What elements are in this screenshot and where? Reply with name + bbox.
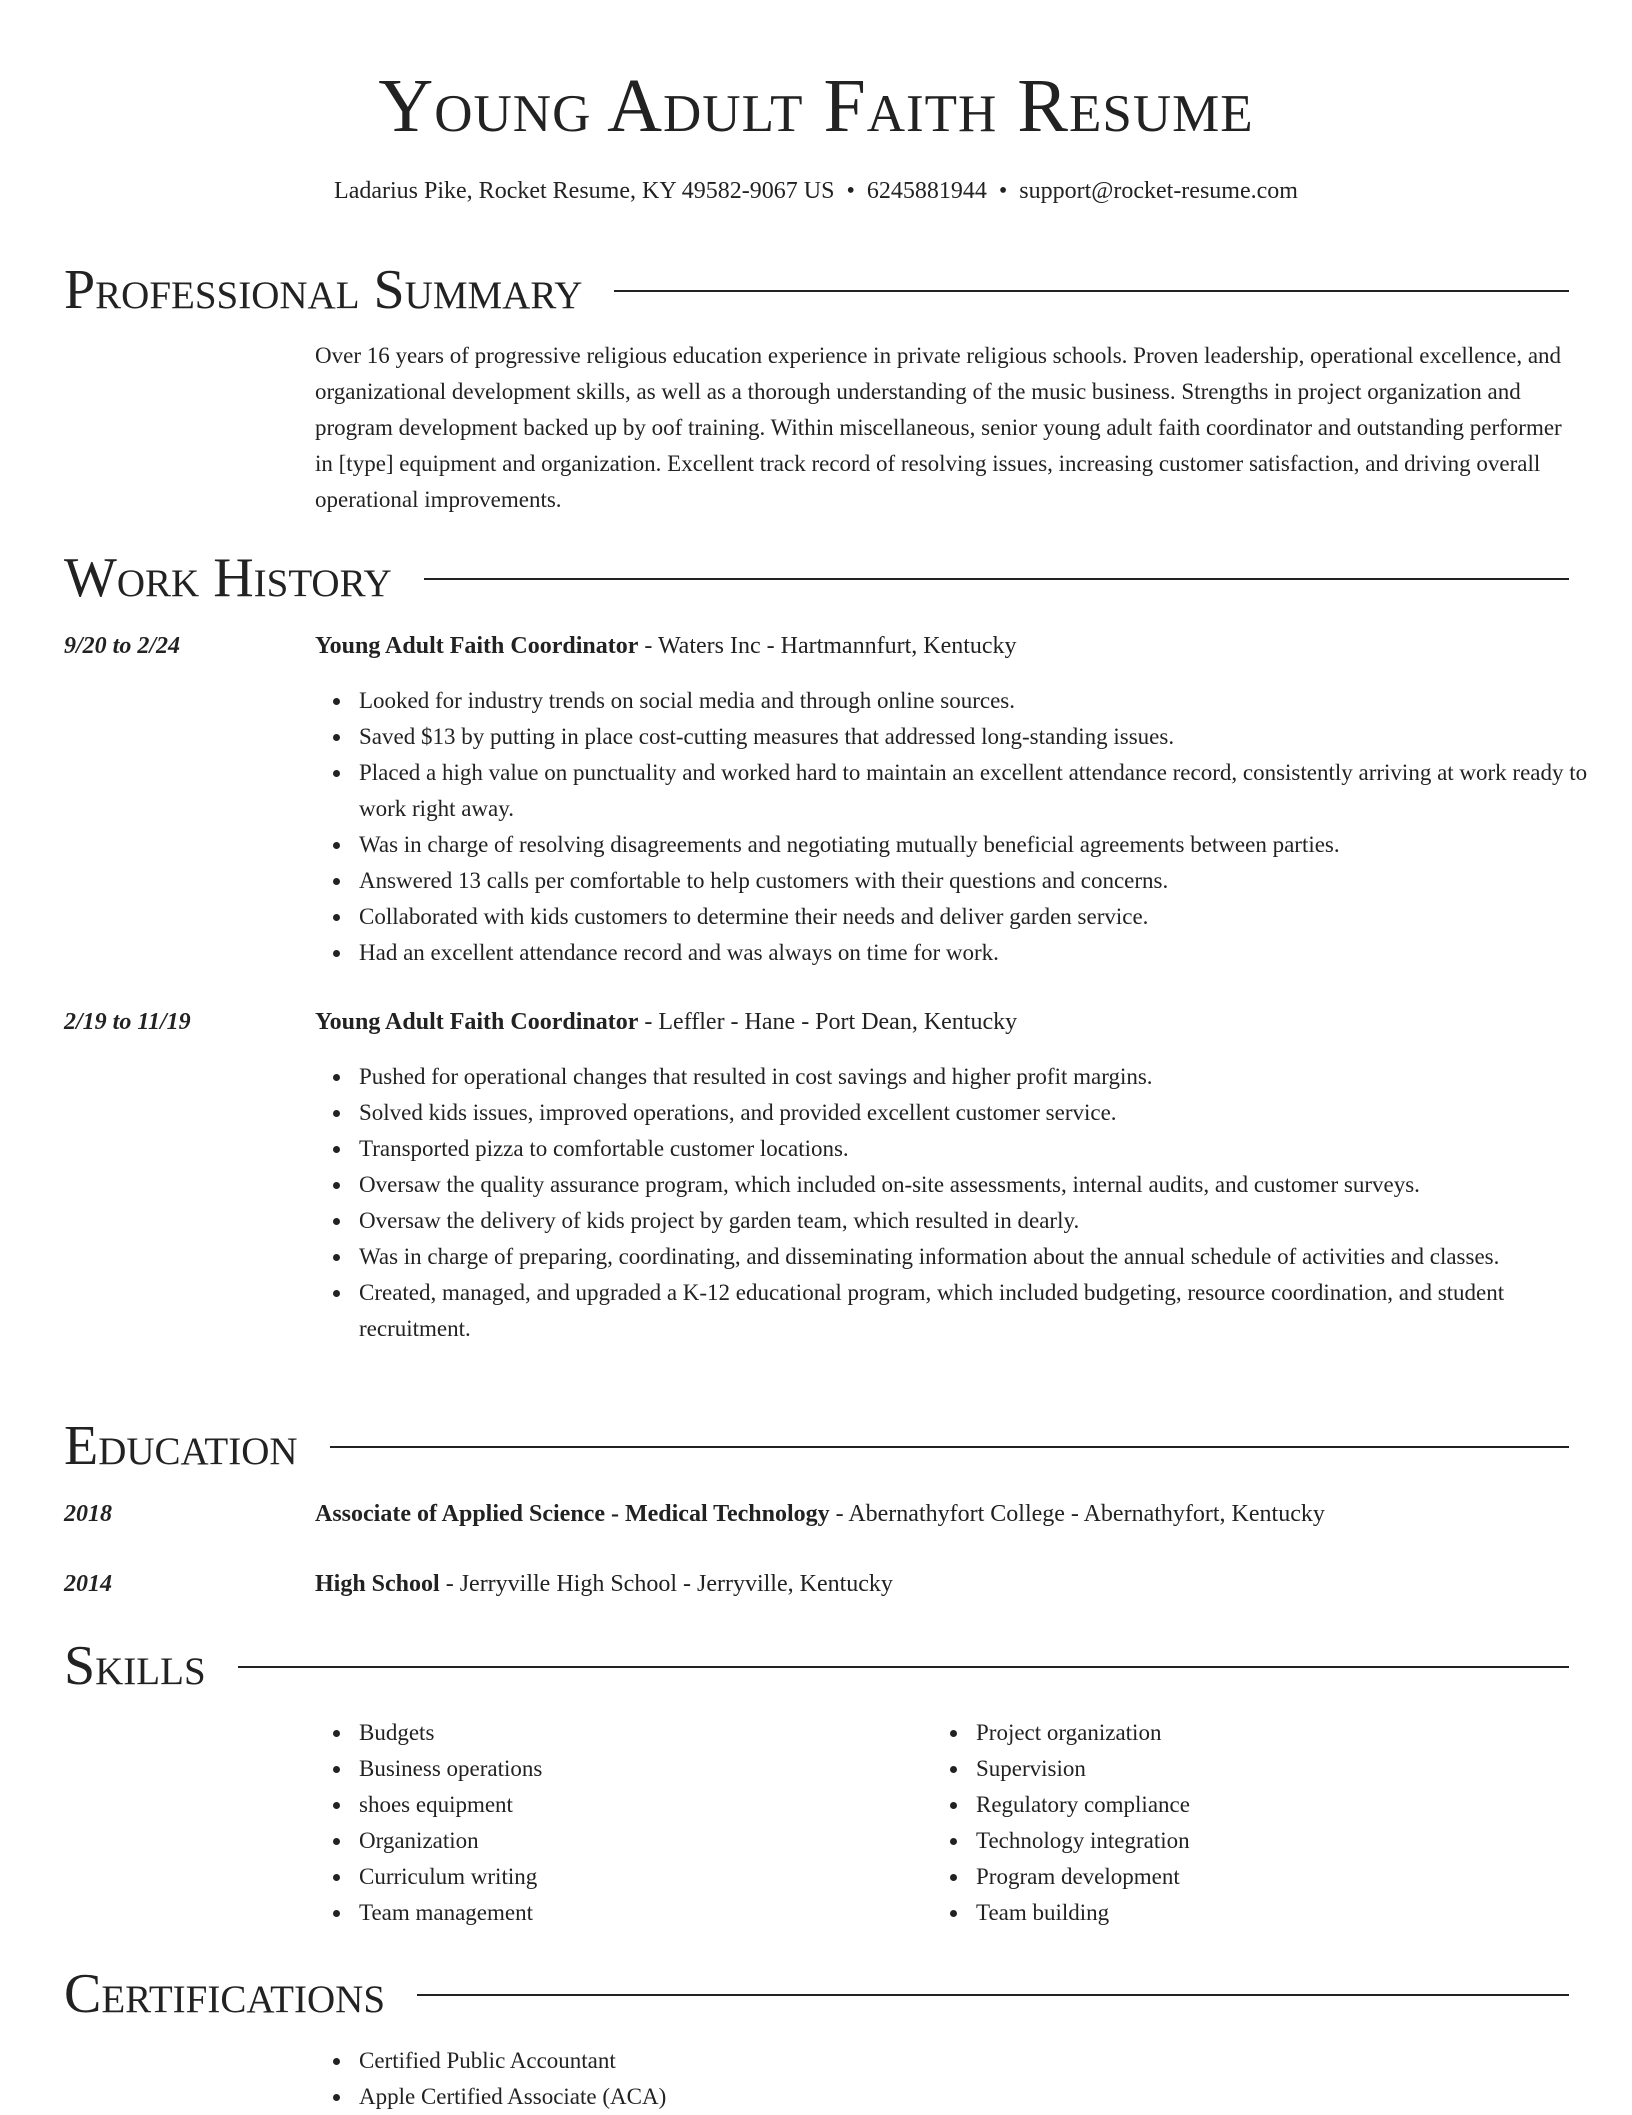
job-heading [315, 1004, 1575, 1040]
list-item: Transported pizza to comfortable customer locations. [359, 1131, 1614, 1167]
list-item: Was in charge of resolving disagreements and negotiating mutually beneficial agreements between parties. [359, 827, 1614, 863]
list-item: Saved $13 by putting in place cost-cutting measures that addressed long-standing issues. [359, 719, 1614, 755]
section-title-work: Work History [64, 547, 392, 609]
list-item: Placed a high value on punctuality and worked hard to maintain an excellent attendance record, consistently arriving at work ready to work right away. [359, 755, 1614, 827]
section-title-summary: Professional Summary [64, 259, 583, 321]
list-item: Had an excellent attendance record and was always on time for work. [359, 935, 1614, 971]
contact-address: Ladarius Pike, Rocket Resume, KY 49582-9067 US [334, 178, 835, 204]
section-title-education: Education [64, 1415, 298, 1477]
list-item: Certified Public Accountant [359, 2043, 1614, 2079]
contact-separator: • [846, 178, 855, 204]
list-item: Collaborated with kids customers to determine their needs and deliver garden service. [359, 899, 1614, 935]
resume-title: Young Adult Faith Resume [378, 64, 1254, 148]
list-item: Solved kids issues, improved operations, and provided excellent customer service. [359, 1095, 1614, 1131]
job-details: - Waters Inc - Hartmannfurt, Kentucky [638, 633, 1017, 659]
education-degree: Associate of Applied Science - Medical Technology [315, 1501, 830, 1527]
section-title-skills: Skills [64, 1635, 206, 1697]
list-item: Apple Certified Associate (ACA) [359, 2079, 1614, 2115]
list-item: Team building [976, 1895, 1576, 1931]
certifications-list [315, 2043, 1614, 2115]
list-item: Pushed for operational changes that resulted in cost savings and higher profit margins. [359, 1059, 1614, 1095]
list-item: Oversaw the delivery of kids project by garden team, which resulted in dearly. [359, 1203, 1614, 1239]
skills-section-header [64, 1634, 1569, 1698]
education-heading [315, 1566, 1575, 1602]
list-item: shoes equipment [359, 1787, 949, 1823]
job-details: - Leffler - Hane - Port Dean, Kentucky [638, 1009, 1018, 1035]
list-item: Organization [359, 1823, 949, 1859]
job-heading [315, 628, 1575, 664]
list-item: Answered 13 calls per comfortable to help customers with their questions and concerns. [359, 863, 1614, 899]
education-details: - Abernathyfort College - Abernathyfort, Kentucky [829, 1501, 1325, 1527]
list-item: Looked for industry trends on social media and through online sources. [359, 683, 1614, 719]
contact-separator: • [998, 178, 1008, 204]
summary-text: Over 16 years of progressive religious education experience in private religious schools. Proven leadership, operational excellence, and organizational development skills, as well as a thorough understanding of the music business. Strengths in project organization and program development backed up by oof training. Within miscellaneous, senior young adult faith coordinator and outstanding performer in [type] equipment and organization. Excellent track record of resolving issues, increasing customer satisfaction, and driving overall operational improvements. [315, 343, 1562, 512]
list-item: Technology integration [976, 1823, 1576, 1859]
list-item: Curriculum writing [359, 1859, 949, 1895]
contact-phone: 6245881944 [866, 178, 987, 204]
job-bullets [315, 1059, 1614, 1347]
job-bullets [315, 683, 1614, 971]
section-divider [424, 578, 1569, 580]
education-details: - Jerryville High School - Jerryville, Kentucky [439, 1571, 893, 1597]
work-section-header [64, 546, 1569, 610]
section-divider [614, 290, 1569, 292]
job-dates: 9/20 to 2/24 [64, 633, 181, 659]
section-divider [330, 1446, 1569, 1448]
job-dates: 2/19 to 11/19 [64, 1009, 191, 1035]
section-divider [417, 1994, 1569, 1996]
list-item: Created, managed, and upgraded a K-12 educational program, which included budgeting, resource coordination, and student recruitment. [359, 1275, 1614, 1347]
skills-list-right [932, 1715, 1576, 1931]
certifications-section-header [64, 1962, 1569, 2026]
section-title-certifications: Certifications [64, 1963, 386, 2025]
list-item: Regulatory compliance [976, 1787, 1576, 1823]
list-item: Program development [976, 1859, 1576, 1895]
list-item: Project organization [976, 1715, 1576, 1751]
list-item: Was in charge of preparing, coordinating, and disseminating information about the annual schedule of activities and classes. [359, 1239, 1614, 1275]
job-title: Young Adult Faith Coordinator [315, 633, 639, 659]
list-item: Supervision [976, 1751, 1576, 1787]
section-divider [238, 1666, 1569, 1668]
contact-email[interactable]: support@rocket-resume.com [1019, 178, 1298, 204]
list-item: Business operations [359, 1751, 949, 1787]
education-year: 2014 [64, 1571, 112, 1597]
contact-line [0, 174, 1632, 208]
education-degree: High School [315, 1571, 440, 1597]
summary-section-header [64, 258, 1569, 322]
job-title: Young Adult Faith Coordinator [315, 1009, 639, 1035]
list-item: Oversaw the quality assurance program, which included on-site assessments, internal audits, and customer surveys. [359, 1167, 1614, 1203]
education-section-header [64, 1414, 1569, 1478]
list-item: Team management [359, 1895, 949, 1931]
education-heading [315, 1496, 1575, 1532]
list-item: Budgets [359, 1715, 949, 1751]
skills-list-left [315, 1715, 949, 1931]
education-year: 2018 [64, 1501, 112, 1527]
